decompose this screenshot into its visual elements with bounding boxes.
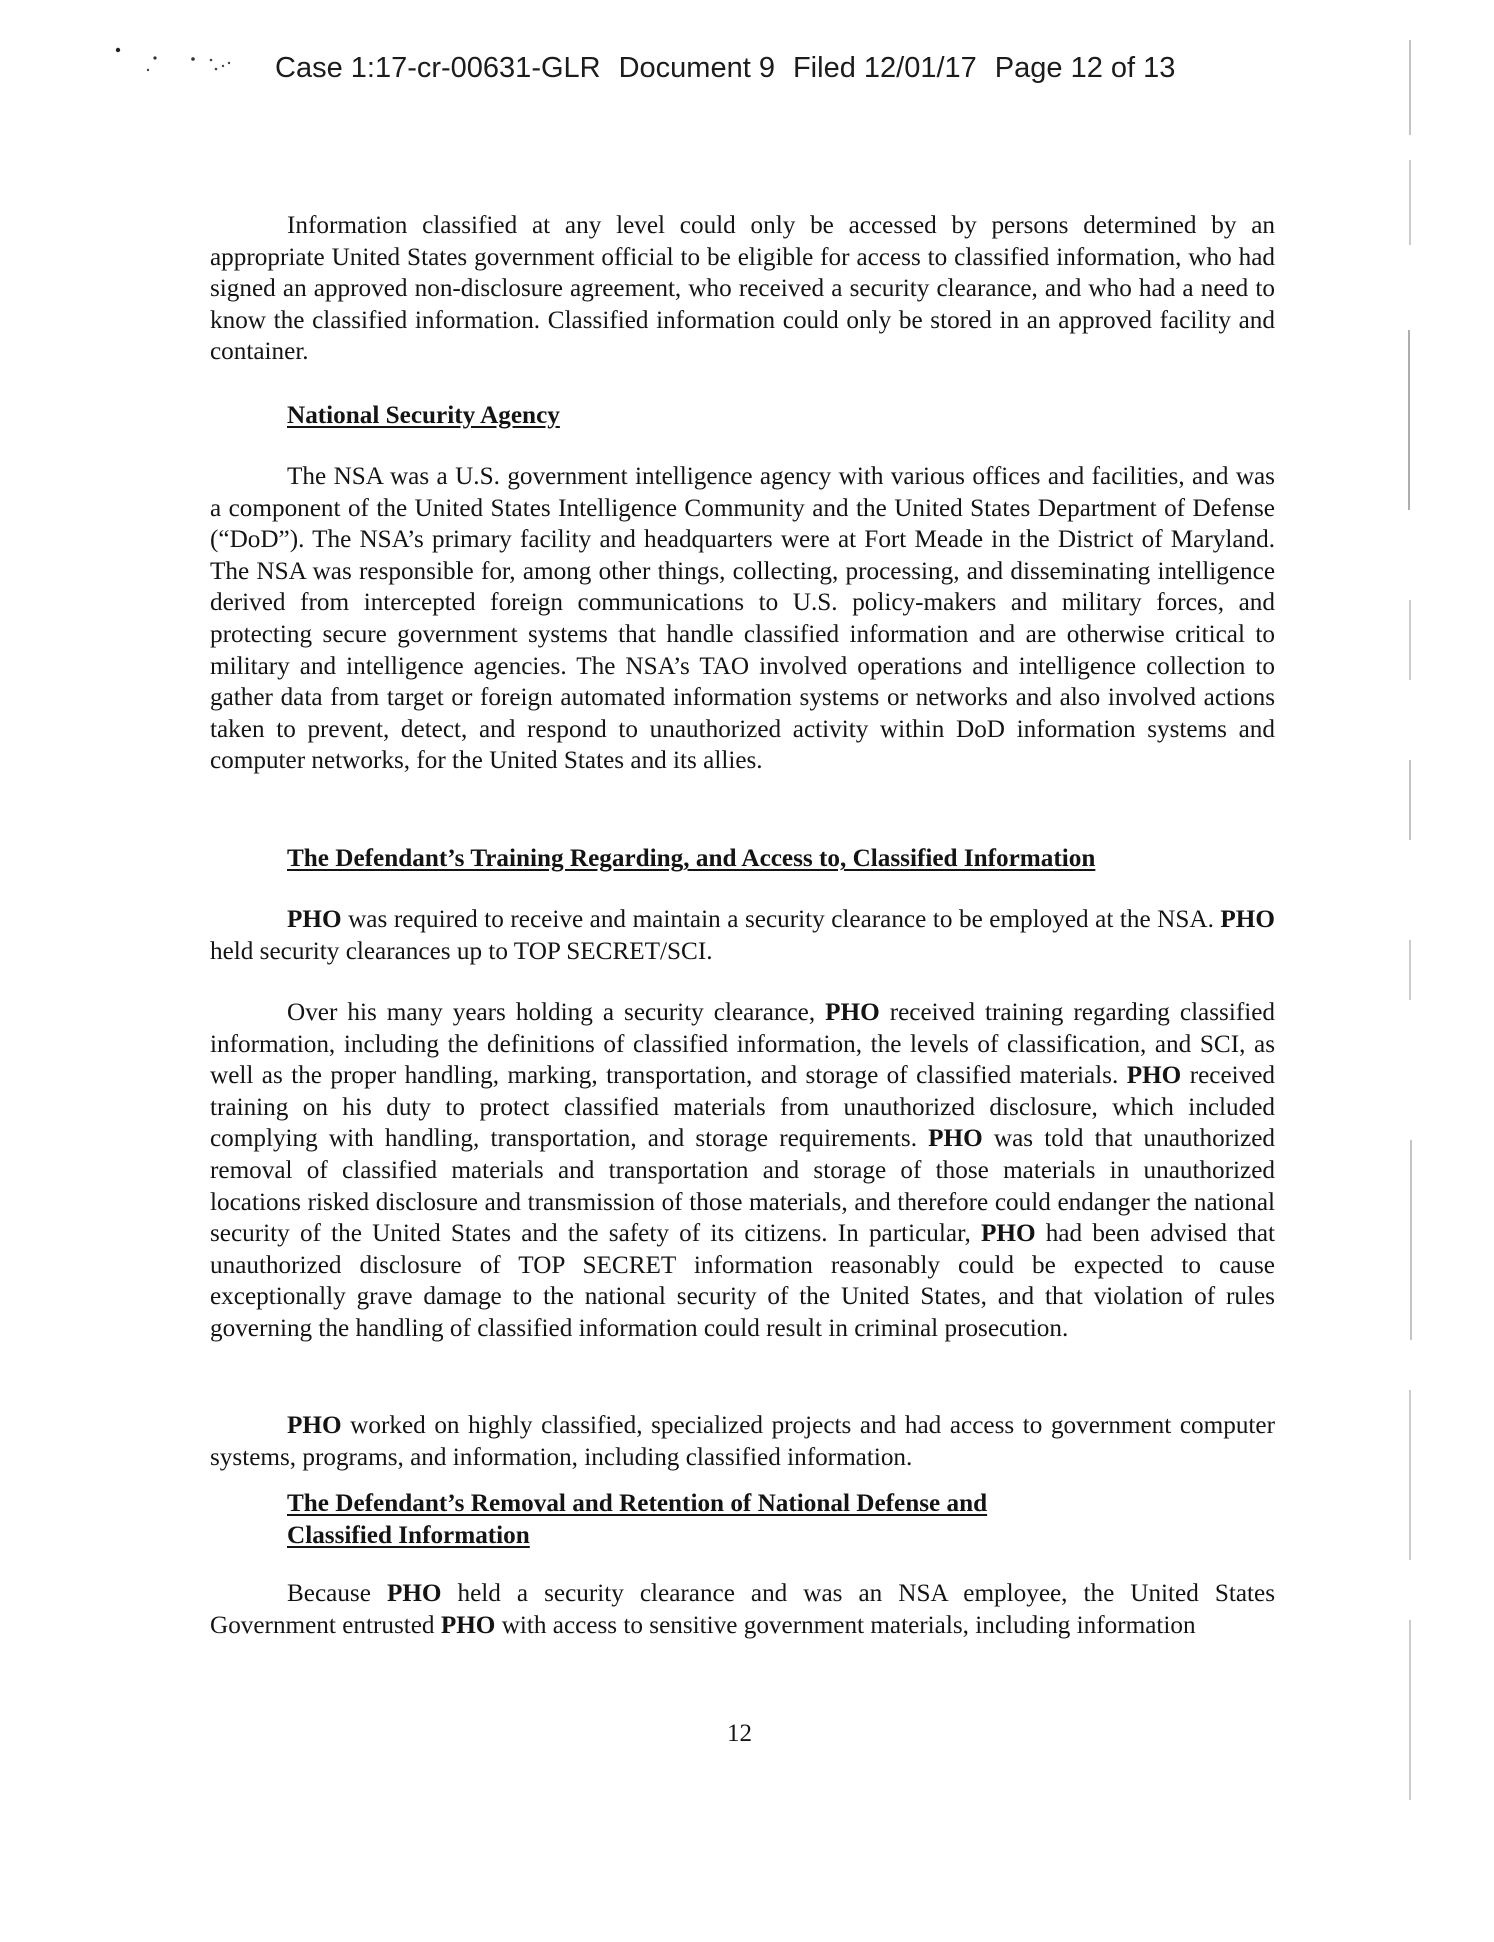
heading-line: The Defendant’s Removal and Retention of National Defense and	[287, 1490, 988, 1517]
text-run: worked on highly classified, specialized projects and had access to government computer systems, programs, and information, including classified information.	[210, 1412, 1275, 1471]
removal-paragraph	[210, 1578, 1275, 1641]
defendant-name: PHO	[287, 1412, 342, 1439]
heading-line: Classified Information	[287, 1521, 530, 1549]
text-run: held a security clearance and was an NSA employee, the United States Government entrusted	[210, 1580, 1275, 1639]
defendant-name: PHO	[386, 1580, 442, 1607]
case-header	[275, 52, 1175, 85]
training-paragraph-1	[210, 904, 1275, 967]
paragraph-text	[210, 1578, 1275, 1641]
paragraph-text	[210, 997, 1275, 1345]
page-count: Page 12 of 13	[994, 52, 1176, 84]
paragraph-text: The NSA was a U.S. government intelligence agency with various offices and facilities, and was a component of the United States Intelligence Community and the United States Department of Defense (“DoD”). The NSA’s primary facility and headquarters were at Fort Meade in the District of Maryland. The NSA was responsible for, among other things, collecting, processing, and disseminating intelligence derived from intercepted foreign communications to U.S. policy-makers and military forces, and protecting secure government systems that handle classified information and are otherwise critical to military and intelligence agencies. The NSA’s TAO involved operations and intelligence collection to gather data from target or foreign automated information systems or networks and also involved actions taken to prevent, detect, and respond to unauthorized activity within DoD information systems and computer networks, for the United States and its allies.	[210, 463, 1275, 775]
text-run: received training regarding classified information, including the definitions of classified information, the levels of classification, and SCI, as well as the proper handling, marking, transportation, and storage of classified materials.	[210, 999, 1276, 1090]
paragraph-text: Information classified at any level could only be accessed by persons determined by an appropriate United States government official to be eligible for access to classified information, who had signed an approved non-disclosure agreement, who received a security clearance, and who had a need to know the classified information. Classified information could only be stored in an approved facility and container.	[210, 212, 1275, 366]
scan-edge-marks	[1390, 40, 1430, 1840]
text-run: was required to receive and maintain a security clearance to be employed at the NSA.	[341, 906, 1214, 933]
defendant-name: PHO	[1126, 1062, 1182, 1090]
section-heading-nsa: National Security Agency	[287, 402, 560, 429]
page-number: 12	[727, 1720, 752, 1747]
scan-specks	[115, 44, 275, 84]
text-run: Over his many years holding a security clearance,	[287, 999, 826, 1026]
text-run: had been advised that unauthorized disclosure of TOP SECRET information reasonably could be expected to cause exceptionally grave damage to the national security of the United States, and that violation of rules governing the handling of classified information could result in criminal prosecution.	[210, 1220, 1276, 1342]
nsa-paragraph	[210, 461, 1275, 777]
case-number: Case 1:17-cr-00631-GLR	[275, 52, 601, 84]
text-run: was told that unauthorized removal of classified materials and transportation and storage of those materials in unauthorized locations risked disclosure and transmission of those materials, and therefore could endanger the national security of the United States and the safety of its citizens. In particular,	[210, 1125, 1276, 1248]
defendant-name: PHO	[1220, 906, 1275, 933]
training-paragraph-2	[210, 997, 1275, 1345]
defendant-name: PHO	[980, 1220, 1036, 1248]
text-run: held security clearances up to TOP SECRET/SCI.	[210, 937, 713, 965]
defendant-name: PHO	[287, 906, 342, 933]
paragraph-text	[210, 1410, 1275, 1473]
paragraph-text	[210, 904, 1275, 967]
defendant-name: PHO	[440, 1611, 496, 1639]
defendant-name: PHO	[825, 999, 880, 1026]
defendant-name: PHO	[928, 1125, 983, 1153]
text-run: Because	[287, 1580, 387, 1607]
filed-date: Filed 12/01/17	[792, 52, 977, 84]
text-run: received training on his duty to protect classified materials from unauthorized disclosure, which included complying with handling, transportation, and storage requirements.	[210, 1062, 1275, 1153]
intro-paragraph	[210, 210, 1275, 368]
section-heading-training: The Defendant’s Training Regarding, and Access to, Classified Information	[287, 845, 1096, 872]
document-number: Document 9	[618, 52, 775, 84]
text-run: with access to sensitive government materials, including information	[495, 1611, 1196, 1639]
section-heading-removal	[287, 1488, 987, 1551]
training-paragraph-3	[210, 1410, 1275, 1473]
